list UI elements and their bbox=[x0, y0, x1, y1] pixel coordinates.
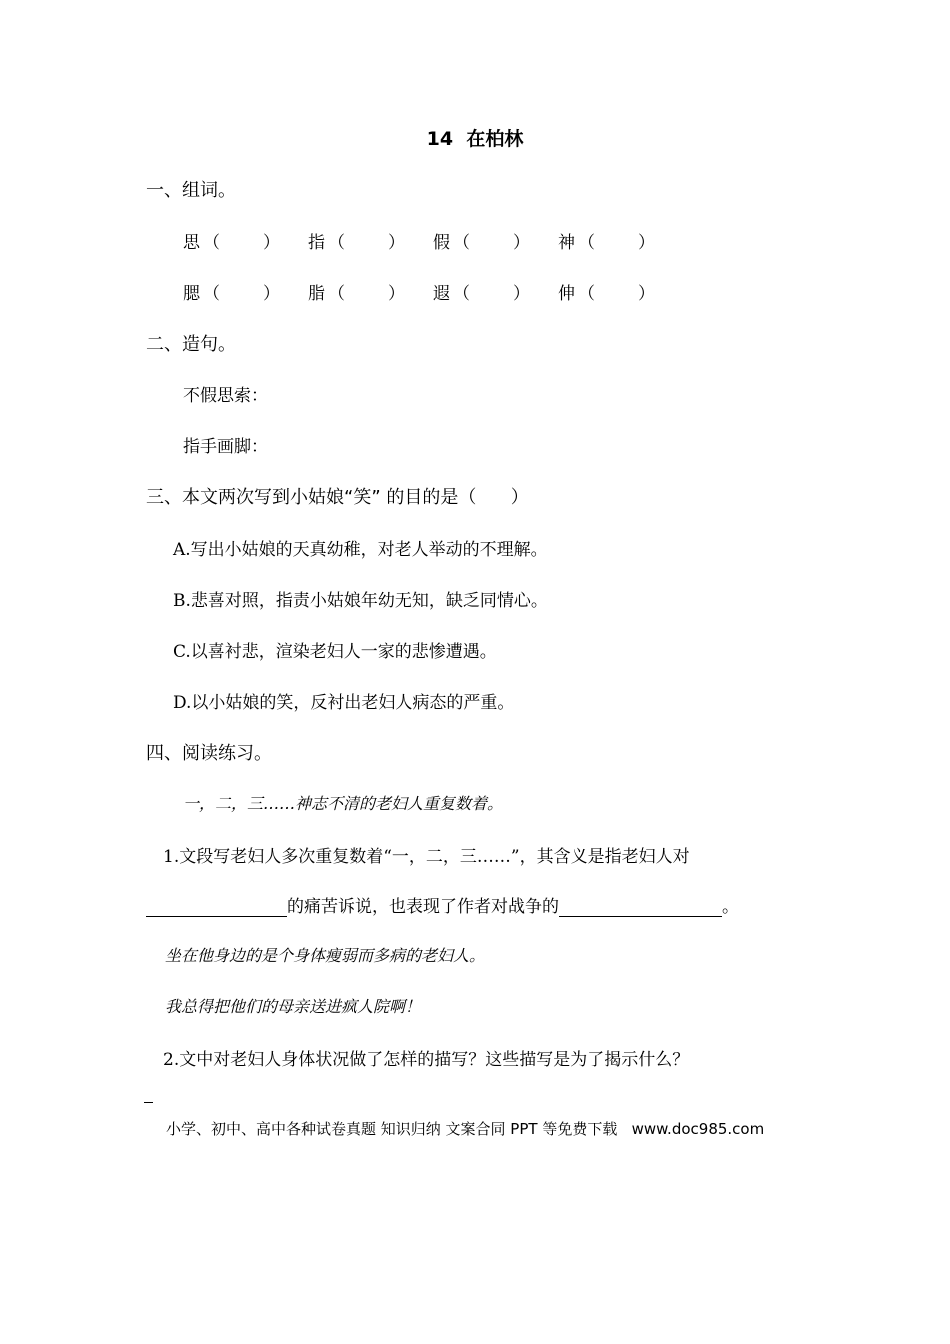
option-a: A.写出小姑娘的天真幼稚，对老人举动的不理解。 bbox=[173, 540, 548, 560]
word-char: 神 bbox=[558, 233, 575, 253]
answer-blank[interactable] bbox=[146, 898, 287, 917]
paren-close: ） bbox=[638, 284, 655, 304]
paren-open: （ bbox=[453, 284, 470, 304]
word-char: 假 bbox=[433, 233, 450, 253]
quote-passage: 坐在他身边的是个身体瘦弱而多病的老妇人。 bbox=[165, 946, 486, 965]
paren-open: （ bbox=[328, 284, 345, 304]
quote-passage: 一，二，三……神志不清的老妇人重复数着。 bbox=[183, 794, 504, 813]
section4-heading: 四、阅读练习。 bbox=[146, 743, 272, 764]
question-1-end: 。 bbox=[722, 897, 739, 917]
word-char: 指 bbox=[308, 233, 325, 253]
section3-heading: 三、本文两次写到小姑娘“笑” 的目的是（ ） bbox=[146, 487, 529, 508]
paren-close: ） bbox=[513, 233, 530, 253]
option-d: D.以小姑娘的笑，反衬出老妇人病态的严重。 bbox=[173, 693, 515, 713]
paren-open: （ bbox=[578, 284, 595, 304]
question-1-mid-text: 的痛苦诉说，也表现了作者对战争的 bbox=[287, 897, 559, 917]
answer-blank[interactable] bbox=[559, 898, 722, 917]
paren-open: （ bbox=[328, 233, 345, 253]
question-1: 1.文段写老妇人多次重复数着“一，二，三……”，其含义是指老妇人对 bbox=[163, 847, 690, 867]
option-c: C.以喜衬悲，渲染老妇人一家的悲惨遭遇。 bbox=[173, 642, 497, 662]
paren-open: （ bbox=[453, 233, 470, 253]
section2-heading: 二、造句。 bbox=[146, 334, 236, 355]
paren-close: ） bbox=[388, 284, 405, 304]
paren-close: ） bbox=[263, 284, 280, 304]
word-char: 遐 bbox=[433, 284, 450, 304]
sentence-item: 不假思索： bbox=[183, 386, 268, 406]
paren-open: （ bbox=[203, 284, 220, 304]
paren-close: ） bbox=[638, 233, 655, 253]
paren-close: ） bbox=[513, 284, 530, 304]
word-char: 腮 bbox=[183, 284, 200, 304]
footer-text: 小学、初中、高中各种试卷真题 知识归纳 文案合同 PPT 等免费下载 www.doc985.com bbox=[166, 1120, 765, 1138]
page-title: 14 在柏林 bbox=[426, 128, 524, 150]
paren-open: （ bbox=[578, 233, 595, 253]
divider bbox=[144, 1102, 153, 1103]
option-b: B.悲喜对照，指责小姑娘年幼无知，缺乏同情心。 bbox=[173, 591, 548, 611]
paren-close: ） bbox=[388, 233, 405, 253]
word-char: 伸 bbox=[558, 284, 575, 304]
quote-passage: 我总得把他们的母亲送进疯人院啊！ bbox=[165, 997, 422, 1016]
sentence-item: 指手画脚： bbox=[183, 437, 268, 457]
section1-heading: 一、组词。 bbox=[146, 180, 236, 201]
word-char: 思 bbox=[183, 233, 200, 253]
paren-open: （ bbox=[203, 233, 220, 253]
paren-close: ） bbox=[263, 233, 280, 253]
question-2: 2.文中对老妇人身体状况做了怎样的描写？这些描写是为了揭示什么？ bbox=[163, 1050, 690, 1070]
question-1-continued bbox=[146, 892, 739, 917]
word-char: 脂 bbox=[308, 284, 325, 304]
